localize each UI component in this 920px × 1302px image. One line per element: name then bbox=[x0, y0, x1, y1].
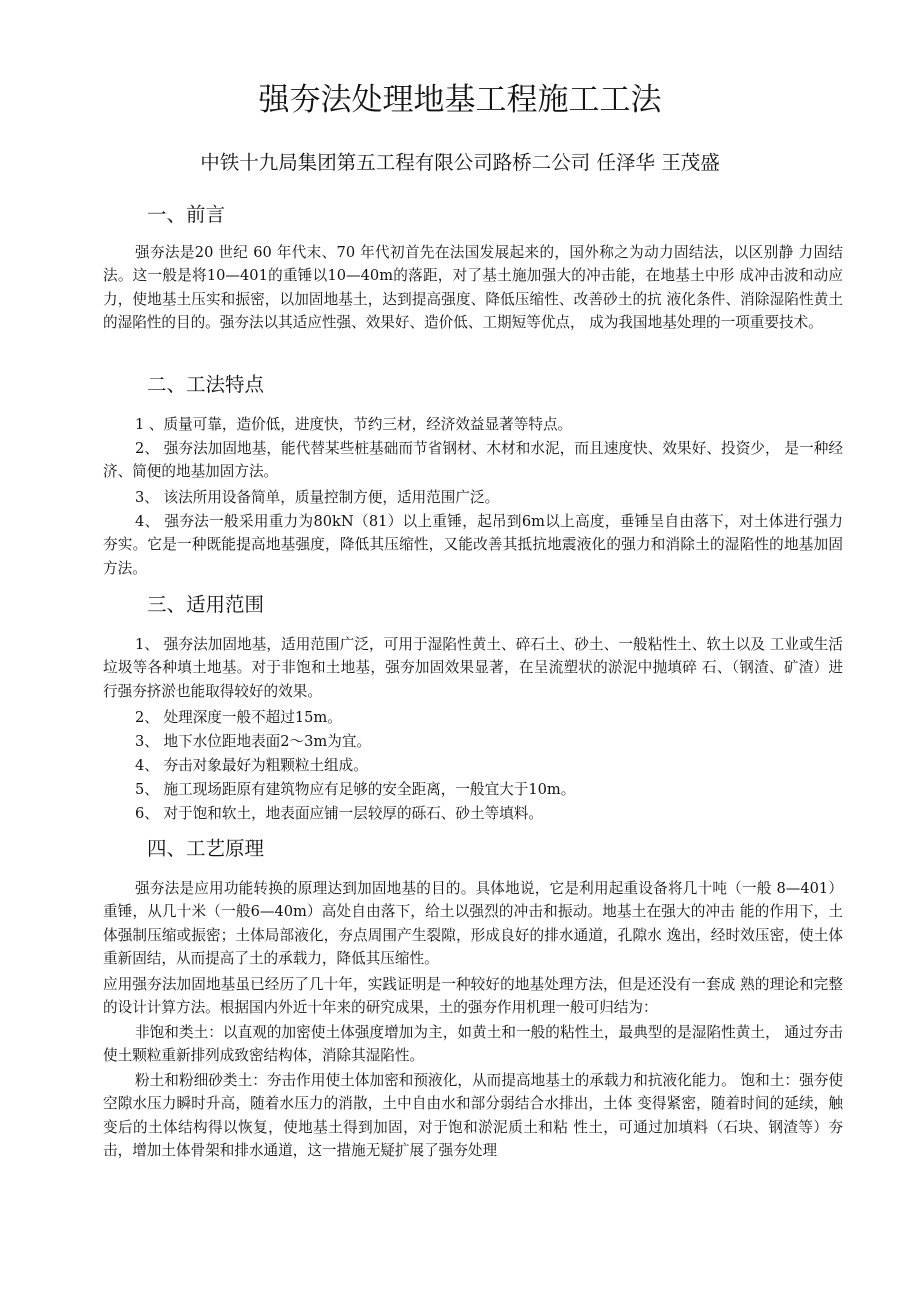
features-item-4: 4、 强夯法一般采用重力为80kN（81）以上重锤，起吊到6m以上高度，垂锤呈自由落下，对土体进行强力夯实。它是一种既能提高地基强度，降低其压缩性，又能改善其抵抗地震液化的强力和消除土的湿陷性的地基加固方法。 bbox=[103, 513, 843, 577]
features-item-2: 2、 强夯法加固地基，能代替某些桩基础而节省钢材、木材和水泥，而且速度快、效果好、投资少， 是一种经济、简便的地基加固方法。 bbox=[103, 440, 843, 481]
scope-item-3: 3、 地下水位距地表面2～3m为宜。 bbox=[135, 733, 372, 750]
features-item-3: 3、 该法所用设备简单，质量控制方便，适用范围广泛。 bbox=[135, 489, 500, 506]
scope-item-5: 5、 施工现场距原有建筑物应有足够的安全距离，一般宜大于10m。 bbox=[135, 781, 576, 798]
document-author: 中铁十九局集团第五工程有限公司路桥二公司 任泽华 王茂盛 bbox=[200, 151, 720, 174]
section-heading-scope: 三、适用范围 bbox=[147, 593, 265, 616]
principle-paragraph-4: 粉土和粉细砂类土：夯击作用使土体加密和预液化，从而提高地基土的承载力和抗液化能力。 饱和土：强夯使空隙水压力瞬时升高，随着水压力的消散，土中自由水和部分弱结合水排出，土体 变得紧密，随着时间的延续，触变后的土体结构得以恢复，使地基土得到加固，对于饱和淤泥质土和粘 性土，可通过加填料（石块、钢渣等）夯击，增加土体骨架和排水通道，这一措施无疑扩展了强夯处理 bbox=[103, 1072, 843, 1160]
principle-paragraph-2: 应用强夯法加固地基虽已经历了几十年，实践证明是一种较好的地基处理方法，但是还没有一套成 熟的理论和完整的设计计算方法。根据国内外近十年来的研究成果，土的强夯作用机理一般可归结为： bbox=[103, 976, 843, 1017]
scope-item-2: 2、 处理深度一般不超过15m。 bbox=[135, 709, 342, 726]
scope-item-4: 4、 夯击对象最好为粗颗粒土组成。 bbox=[135, 757, 368, 774]
section-heading-preface: 一、前言 bbox=[147, 203, 226, 226]
features-item-1: 1 、质量可靠，造价低，进度快，节约三材，经济效益显著等特点。 bbox=[135, 416, 573, 433]
document-title: 强夯法处理地基工程施工工法 bbox=[258, 82, 662, 118]
principle-paragraph-1: 强夯法是应用功能转换的原理达到加固地基的目的。具体地说，它是利用起重设备将几十吨（一般 8—401）重锤，从几十米（一般6—40m）高处自由落下，给土以强烈的冲击和振动。地基土在强大的冲击 能的作用下，土体强制压缩或振密；土体局部液化，夯点周围产生裂隙，形成良好的排水通道，孔隙水 逸出，经时效压密，使土体重新固结，从而提高了土的承载力，降低其压缩性。 bbox=[103, 880, 843, 968]
section-heading-principle: 四、工艺原理 bbox=[147, 837, 265, 860]
section-heading-features: 二、工法特点 bbox=[147, 373, 265, 396]
preface-paragraph: 强夯法是20 世纪 60 年代末、70 年代初首先在法国发展起来的，国外称之为动力固结法，以区别静 力固结法。这一般是将10—401的重锤以10—40m的落距，对了基土施加强大的冲击能，在地基土中形 成冲击波和动应力，使地基土压实和振密，以加固地基土，达到提高强度、降低压缩性、改善砂土的抗 液化条件、消除湿陷性黄土的湿陷性的目的。强夯法以其适应性强、效果好、造价低、工期短等优点， 成为我国地基处理的一项重要技术。 bbox=[103, 244, 843, 332]
scope-item-6: 6、 对于饱和软土，地表面应铺一层较厚的砾石、砂土等填料。 bbox=[135, 805, 543, 822]
scope-item-1: 1、 强夯法加固地基，适用范围广泛，可用于湿陷性黄土、碎石土、砂土、一般粘性土、软土以及 工业或生活垃圾等各种填土地基。对于非饱和土地基，强夯加固效果显著，在呈流塑状的淤泥中抛填碎 石、（钢渣、矿渣）进行强夯挤淤也能取得较好的效果。 bbox=[103, 636, 843, 700]
principle-paragraph-3: 非饱和类土：以直观的加密使土体强度增加为主，如黄土和一般的粘性土，最典型的是湿陷性黄土， 通过夯击使土颗粒重新排列成致密结构体，消除其湿陷性。 bbox=[103, 1024, 843, 1065]
